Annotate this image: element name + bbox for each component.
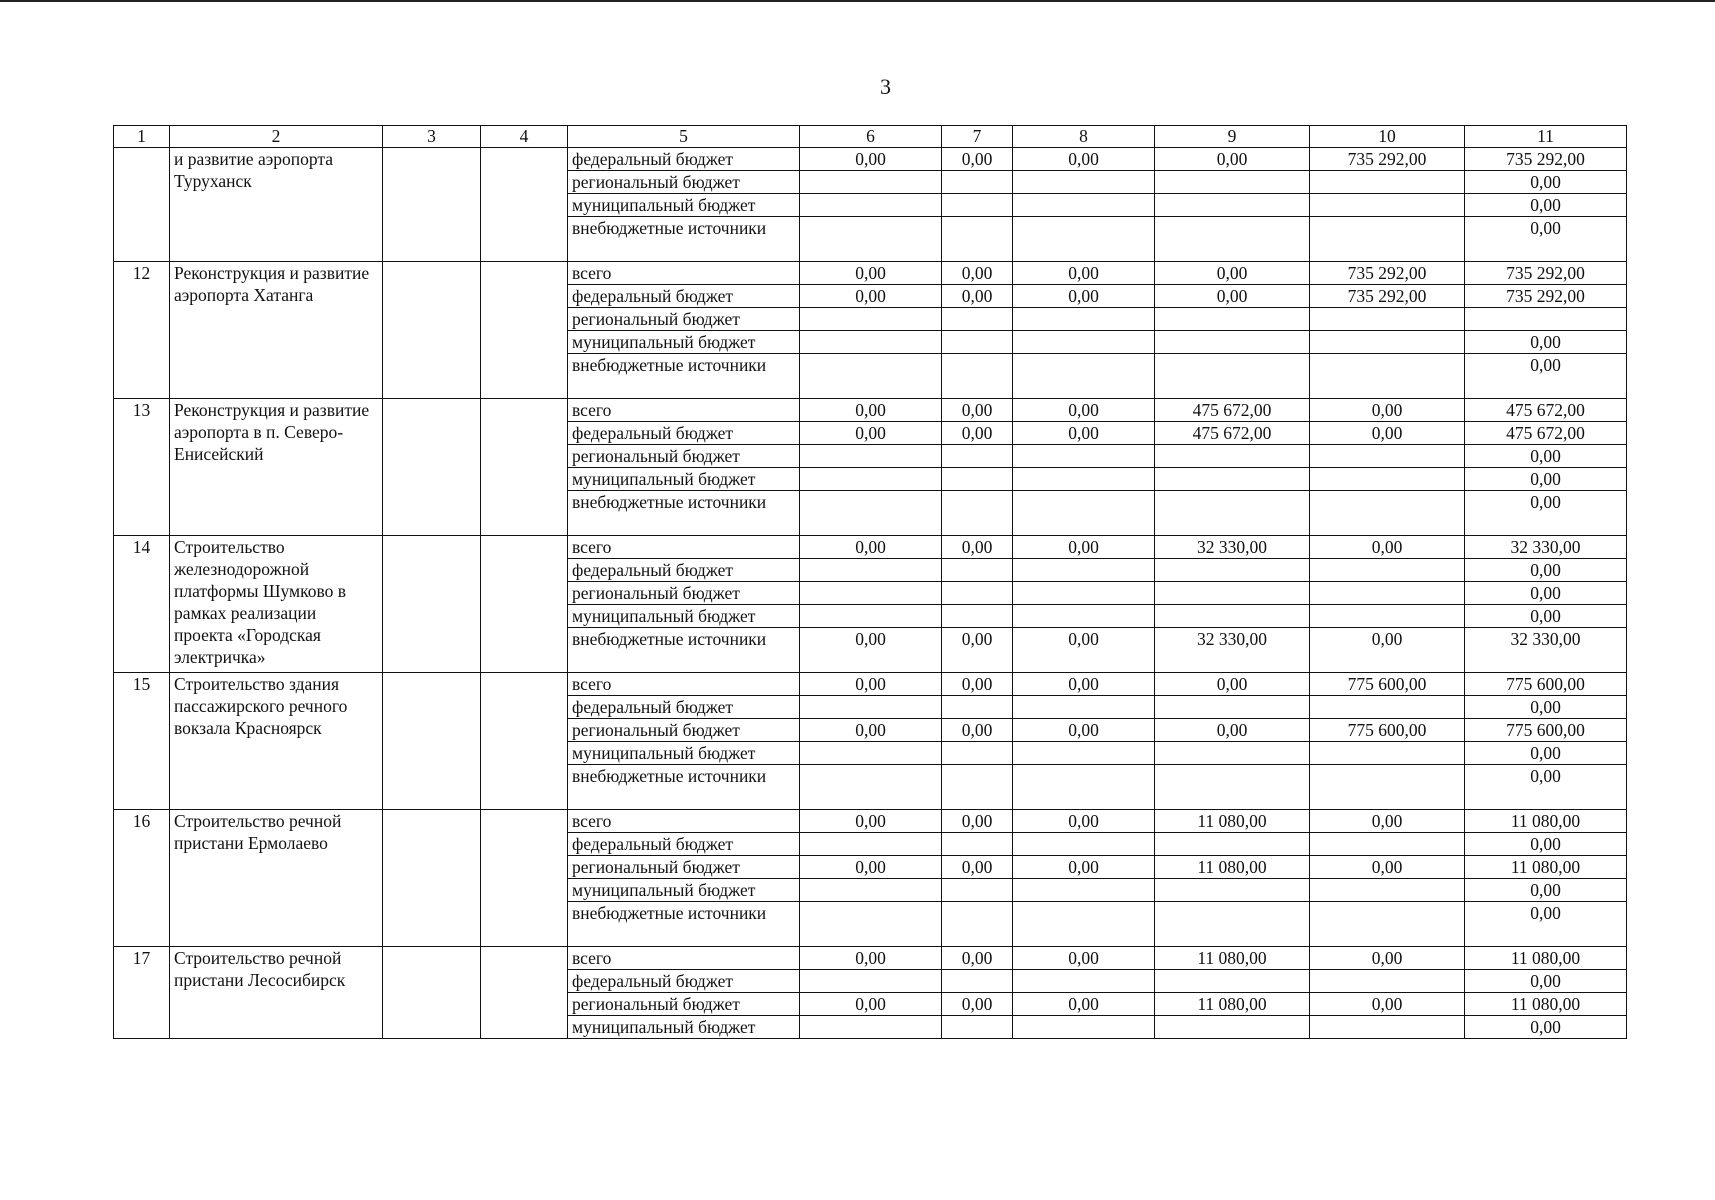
table-row — [114, 947, 1627, 970]
amount-c10 — [1310, 354, 1465, 399]
funding-source: федеральный бюджет — [568, 833, 800, 856]
project-number — [114, 148, 170, 262]
header-cell-3: 3 — [383, 126, 481, 148]
amount-c9 — [1155, 970, 1310, 993]
table-row — [114, 673, 1627, 696]
amount-c11: 0,00 — [1465, 354, 1627, 399]
amount-c7 — [942, 171, 1013, 194]
amount-c8 — [1013, 696, 1155, 719]
amount-c11: 0,00 — [1465, 902, 1627, 947]
amount-c9: 32 330,00 — [1155, 628, 1310, 673]
amount-c10: 0,00 — [1310, 399, 1465, 422]
amount-c10: 735 292,00 — [1310, 285, 1465, 308]
amount-c10: 0,00 — [1310, 993, 1465, 1016]
column-4-cell — [481, 673, 568, 810]
amount-c10: 0,00 — [1310, 810, 1465, 833]
amount-c10 — [1310, 970, 1465, 993]
amount-c11: 0,00 — [1465, 833, 1627, 856]
amount-c11: 475 672,00 — [1465, 399, 1627, 422]
amount-c10: 735 292,00 — [1310, 148, 1465, 171]
amount-c6: 0,00 — [800, 810, 942, 833]
amount-c7 — [942, 331, 1013, 354]
amount-c6 — [800, 605, 942, 628]
amount-c7 — [942, 605, 1013, 628]
amount-c9 — [1155, 605, 1310, 628]
table-row — [114, 399, 1627, 422]
amount-c7: 0,00 — [942, 422, 1013, 445]
funding-source: региональный бюджет — [568, 445, 800, 468]
amount-c8: 0,00 — [1013, 993, 1155, 1016]
amount-c10 — [1310, 445, 1465, 468]
amount-c9 — [1155, 559, 1310, 582]
amount-c7 — [942, 742, 1013, 765]
amount-c6 — [800, 765, 942, 810]
amount-c11: 11 080,00 — [1465, 947, 1627, 970]
amount-c11: 32 330,00 — [1465, 536, 1627, 559]
amount-c9: 32 330,00 — [1155, 536, 1310, 559]
amount-c11: 0,00 — [1465, 605, 1627, 628]
project-number: 13 — [114, 399, 170, 536]
amount-c6 — [800, 491, 942, 536]
amount-c7: 0,00 — [942, 262, 1013, 285]
amount-c9: 11 080,00 — [1155, 993, 1310, 1016]
project-name: Реконструкция и развитие аэропорта в п. Северо-Енисейский — [170, 399, 383, 536]
amount-c9: 0,00 — [1155, 262, 1310, 285]
amount-c8 — [1013, 902, 1155, 947]
amount-c10 — [1310, 217, 1465, 262]
amount-c8 — [1013, 559, 1155, 582]
column-4-cell — [481, 148, 568, 262]
funding-source: муниципальный бюджет — [568, 605, 800, 628]
amount-c7 — [942, 194, 1013, 217]
amount-c9 — [1155, 1016, 1310, 1039]
amount-c11: 11 080,00 — [1465, 810, 1627, 833]
amount-c9: 11 080,00 — [1155, 856, 1310, 879]
amount-c8: 0,00 — [1013, 148, 1155, 171]
amount-c9: 11 080,00 — [1155, 810, 1310, 833]
header-cell-8: 8 — [1013, 126, 1155, 148]
header-cell-1: 1 — [114, 126, 170, 148]
amount-c8: 0,00 — [1013, 628, 1155, 673]
amount-c8: 0,00 — [1013, 673, 1155, 696]
amount-c7 — [942, 308, 1013, 331]
amount-c10 — [1310, 879, 1465, 902]
amount-c7 — [942, 354, 1013, 399]
top-border-line — [0, 0, 1715, 2]
amount-c9: 475 672,00 — [1155, 399, 1310, 422]
header-cell-9: 9 — [1155, 126, 1310, 148]
funding-source: всего — [568, 536, 800, 559]
amount-c8 — [1013, 491, 1155, 536]
amount-c9 — [1155, 833, 1310, 856]
amount-c6: 0,00 — [800, 422, 942, 445]
amount-c8 — [1013, 331, 1155, 354]
funding-source: муниципальный бюджет — [568, 331, 800, 354]
amount-c6 — [800, 742, 942, 765]
amount-c6 — [800, 696, 942, 719]
amount-c6: 0,00 — [800, 628, 942, 673]
amount-c10 — [1310, 765, 1465, 810]
amount-c7 — [942, 902, 1013, 947]
amount-c7 — [942, 491, 1013, 536]
amount-c7 — [942, 765, 1013, 810]
amount-c9 — [1155, 742, 1310, 765]
header-cell-4: 4 — [481, 126, 568, 148]
funding-source: региональный бюджет — [568, 308, 800, 331]
funding-source: муниципальный бюджет — [568, 1016, 800, 1039]
amount-c11: 735 292,00 — [1465, 285, 1627, 308]
amount-c11 — [1465, 308, 1627, 331]
amount-c11: 0,00 — [1465, 217, 1627, 262]
table-row — [114, 262, 1627, 285]
amount-c8: 0,00 — [1013, 719, 1155, 742]
amount-c10: 0,00 — [1310, 628, 1465, 673]
amount-c9: 0,00 — [1155, 673, 1310, 696]
project-number: 14 — [114, 536, 170, 673]
amount-c6 — [800, 879, 942, 902]
amount-c7: 0,00 — [942, 536, 1013, 559]
amount-c10 — [1310, 171, 1465, 194]
amount-c9 — [1155, 354, 1310, 399]
amount-c11: 11 080,00 — [1465, 856, 1627, 879]
column-3-cell — [383, 148, 481, 262]
amount-c6 — [800, 331, 942, 354]
amount-c10 — [1310, 308, 1465, 331]
table-row — [114, 536, 1627, 559]
project-name: Строительство железнодорожной платформы Шумково в рамках реализации проекта «Городская электричка» — [170, 536, 383, 673]
project-number: 12 — [114, 262, 170, 399]
amount-c10: 0,00 — [1310, 422, 1465, 445]
header-row — [114, 126, 1627, 148]
amount-c6: 0,00 — [800, 947, 942, 970]
funding-source: федеральный бюджет — [568, 285, 800, 308]
amount-c10: 0,00 — [1310, 947, 1465, 970]
amount-c6 — [800, 1016, 942, 1039]
funding-source: федеральный бюджет — [568, 970, 800, 993]
amount-c6: 0,00 — [800, 262, 942, 285]
amount-c7 — [942, 468, 1013, 491]
amount-c7: 0,00 — [942, 947, 1013, 970]
header-cell-7: 7 — [942, 126, 1013, 148]
amount-c10 — [1310, 194, 1465, 217]
funding-source: муниципальный бюджет — [568, 879, 800, 902]
amount-c6: 0,00 — [800, 536, 942, 559]
funding-source: внебюджетные источники — [568, 491, 800, 536]
amount-c7: 0,00 — [942, 856, 1013, 879]
amount-c11: 11 080,00 — [1465, 993, 1627, 1016]
amount-c6 — [800, 970, 942, 993]
amount-c8 — [1013, 354, 1155, 399]
amount-c9 — [1155, 696, 1310, 719]
column-4-cell — [481, 810, 568, 947]
amount-c7: 0,00 — [942, 148, 1013, 171]
amount-c7: 0,00 — [942, 719, 1013, 742]
column-3-cell — [383, 262, 481, 399]
amount-c6: 0,00 — [800, 719, 942, 742]
amount-c8 — [1013, 217, 1155, 262]
amount-c11: 0,00 — [1465, 970, 1627, 993]
amount-c7 — [942, 970, 1013, 993]
header-cell-5: 5 — [568, 126, 800, 148]
amount-c11: 0,00 — [1465, 696, 1627, 719]
amount-c8 — [1013, 308, 1155, 331]
amount-c11: 775 600,00 — [1465, 673, 1627, 696]
funding-source: федеральный бюджет — [568, 696, 800, 719]
amount-c8: 0,00 — [1013, 856, 1155, 879]
amount-c6: 0,00 — [800, 285, 942, 308]
amount-c9: 0,00 — [1155, 285, 1310, 308]
amount-c6 — [800, 171, 942, 194]
amount-c10 — [1310, 491, 1465, 536]
amount-c9 — [1155, 879, 1310, 902]
amount-c10 — [1310, 742, 1465, 765]
column-3-cell — [383, 947, 481, 1039]
amount-c7 — [942, 445, 1013, 468]
amount-c9 — [1155, 765, 1310, 810]
amount-c8 — [1013, 833, 1155, 856]
amount-c11: 0,00 — [1465, 331, 1627, 354]
amount-c9 — [1155, 468, 1310, 491]
header-cell-11: 11 — [1465, 126, 1627, 148]
amount-c8 — [1013, 171, 1155, 194]
project-name: Строительство здания пассажирского речного вокзала Красноярск — [170, 673, 383, 810]
amount-c8 — [1013, 468, 1155, 491]
amount-c11: 0,00 — [1465, 765, 1627, 810]
amount-c7: 0,00 — [942, 399, 1013, 422]
funding-source: всего — [568, 673, 800, 696]
amount-c8: 0,00 — [1013, 262, 1155, 285]
column-3-cell — [383, 536, 481, 673]
amount-c11: 0,00 — [1465, 742, 1627, 765]
amount-c10 — [1310, 582, 1465, 605]
amount-c10 — [1310, 468, 1465, 491]
amount-c8 — [1013, 879, 1155, 902]
amount-c7 — [942, 879, 1013, 902]
amount-c10 — [1310, 902, 1465, 947]
column-4-cell — [481, 536, 568, 673]
project-number: 16 — [114, 810, 170, 947]
amount-c11: 735 292,00 — [1465, 148, 1627, 171]
amount-c11: 0,00 — [1465, 559, 1627, 582]
amount-c10: 775 600,00 — [1310, 719, 1465, 742]
funding-source: внебюджетные источники — [568, 765, 800, 810]
amount-c7 — [942, 559, 1013, 582]
amount-c8 — [1013, 742, 1155, 765]
column-3-cell — [383, 810, 481, 947]
funding-source: муниципальный бюджет — [568, 194, 800, 217]
funding-source: муниципальный бюджет — [568, 742, 800, 765]
amount-c6 — [800, 217, 942, 262]
amount-c7 — [942, 696, 1013, 719]
amount-c10: 0,00 — [1310, 536, 1465, 559]
amount-c10 — [1310, 696, 1465, 719]
amount-c10: 0,00 — [1310, 856, 1465, 879]
amount-c7 — [942, 833, 1013, 856]
funding-source: внебюджетные источники — [568, 354, 800, 399]
project-name: Строительство речной пристани Лесосибирск — [170, 947, 383, 1039]
funding-source: федеральный бюджет — [568, 148, 800, 171]
amount-c6 — [800, 194, 942, 217]
amount-c11: 0,00 — [1465, 445, 1627, 468]
project-name: Строительство речной пристани Ермолаево — [170, 810, 383, 947]
column-3-cell — [383, 399, 481, 536]
amount-c9 — [1155, 194, 1310, 217]
funding-source: региональный бюджет — [568, 582, 800, 605]
amount-c9 — [1155, 491, 1310, 536]
amount-c7 — [942, 217, 1013, 262]
amount-c8 — [1013, 1016, 1155, 1039]
amount-c10 — [1310, 833, 1465, 856]
funding-source: внебюджетные источники — [568, 217, 800, 262]
amount-c6: 0,00 — [800, 673, 942, 696]
amount-c10: 735 292,00 — [1310, 262, 1465, 285]
amount-c11: 0,00 — [1465, 468, 1627, 491]
amount-c9 — [1155, 582, 1310, 605]
amount-c6: 0,00 — [800, 993, 942, 1016]
funding-source: федеральный бюджет — [568, 559, 800, 582]
amount-c9 — [1155, 217, 1310, 262]
funding-source: всего — [568, 810, 800, 833]
funding-source: региональный бюджет — [568, 171, 800, 194]
amount-c11: 0,00 — [1465, 582, 1627, 605]
amount-c8: 0,00 — [1013, 285, 1155, 308]
amount-c8 — [1013, 582, 1155, 605]
amount-c9 — [1155, 171, 1310, 194]
amount-c6: 0,00 — [800, 399, 942, 422]
funding-source: региональный бюджет — [568, 993, 800, 1016]
amount-c8: 0,00 — [1013, 536, 1155, 559]
header-cell-10: 10 — [1310, 126, 1465, 148]
amount-c6 — [800, 833, 942, 856]
amount-c9: 11 080,00 — [1155, 947, 1310, 970]
amount-c9 — [1155, 331, 1310, 354]
amount-c10 — [1310, 1016, 1465, 1039]
amount-c7: 0,00 — [942, 628, 1013, 673]
funding-source: региональный бюджет — [568, 719, 800, 742]
amount-c11: 0,00 — [1465, 879, 1627, 902]
funding-source: муниципальный бюджет — [568, 468, 800, 491]
amount-c9 — [1155, 902, 1310, 947]
amount-c6: 0,00 — [800, 856, 942, 879]
amount-c9 — [1155, 445, 1310, 468]
amount-c8 — [1013, 605, 1155, 628]
header-cell-2: 2 — [170, 126, 383, 148]
header-cell-6: 6 — [800, 126, 942, 148]
budget-table — [113, 125, 1627, 1039]
amount-c8 — [1013, 445, 1155, 468]
amount-c6 — [800, 308, 942, 331]
funding-source: всего — [568, 399, 800, 422]
amount-c8 — [1013, 765, 1155, 810]
column-4-cell — [481, 262, 568, 399]
amount-c9: 0,00 — [1155, 148, 1310, 171]
amount-c11: 735 292,00 — [1465, 262, 1627, 285]
column-3-cell — [383, 673, 481, 810]
amount-c6 — [800, 468, 942, 491]
amount-c8: 0,00 — [1013, 399, 1155, 422]
project-name: и развитие аэропорта Туруханск — [170, 148, 383, 262]
amount-c6 — [800, 582, 942, 605]
amount-c7 — [942, 582, 1013, 605]
amount-c7: 0,00 — [942, 810, 1013, 833]
column-4-cell — [481, 947, 568, 1039]
amount-c8: 0,00 — [1013, 947, 1155, 970]
amount-c6 — [800, 354, 942, 399]
amount-c11: 0,00 — [1465, 1016, 1627, 1039]
amount-c8 — [1013, 194, 1155, 217]
funding-source: всего — [568, 947, 800, 970]
amount-c10: 775 600,00 — [1310, 673, 1465, 696]
table-row — [114, 148, 1627, 171]
amount-c9: 0,00 — [1155, 719, 1310, 742]
amount-c11: 32 330,00 — [1465, 628, 1627, 673]
amount-c11: 0,00 — [1465, 194, 1627, 217]
table-row — [114, 810, 1627, 833]
amount-c11: 775 600,00 — [1465, 719, 1627, 742]
amount-c8: 0,00 — [1013, 810, 1155, 833]
funding-source: всего — [568, 262, 800, 285]
amount-c11: 475 672,00 — [1465, 422, 1627, 445]
project-number: 17 — [114, 947, 170, 1039]
amount-c10 — [1310, 559, 1465, 582]
funding-source: региональный бюджет — [568, 856, 800, 879]
amount-c6 — [800, 445, 942, 468]
amount-c7: 0,00 — [942, 673, 1013, 696]
funding-source: внебюджетные источники — [568, 902, 800, 947]
amount-c10 — [1310, 331, 1465, 354]
funding-source: внебюджетные источники — [568, 628, 800, 673]
funding-source: федеральный бюджет — [568, 422, 800, 445]
amount-c10 — [1310, 605, 1465, 628]
column-4-cell — [481, 399, 568, 536]
amount-c6: 0,00 — [800, 148, 942, 171]
amount-c9 — [1155, 308, 1310, 331]
amount-c7 — [942, 1016, 1013, 1039]
amount-c11: 0,00 — [1465, 491, 1627, 536]
amount-c6 — [800, 559, 942, 582]
amount-c7: 0,00 — [942, 285, 1013, 308]
amount-c9: 475 672,00 — [1155, 422, 1310, 445]
amount-c8: 0,00 — [1013, 422, 1155, 445]
project-number: 15 — [114, 673, 170, 810]
project-name: Реконструкция и развитие аэропорта Хатанга — [170, 262, 383, 399]
amount-c7: 0,00 — [942, 993, 1013, 1016]
page-number: 3 — [880, 74, 891, 99]
amount-c11: 0,00 — [1465, 171, 1627, 194]
amount-c6 — [800, 902, 942, 947]
amount-c8 — [1013, 970, 1155, 993]
